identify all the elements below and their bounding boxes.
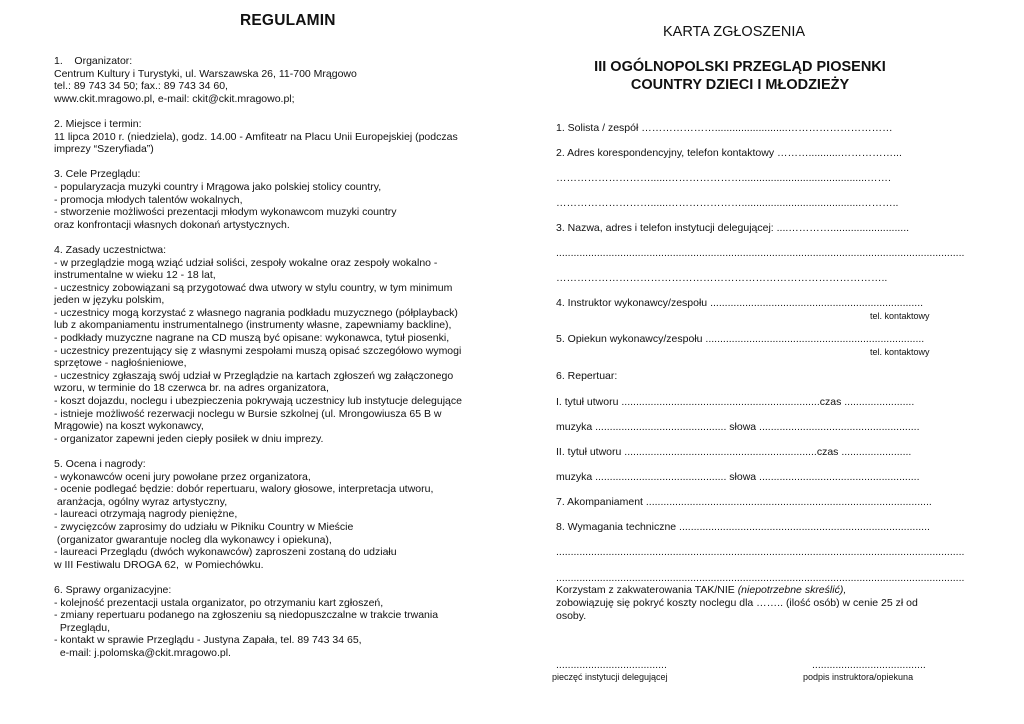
signature-line-right[interactable]: ....................................... [812, 659, 926, 671]
regulamin-body [54, 55, 462, 660]
regulamin-line: - w przeglądzie mogą wziąć udział soliści, zespoły wokalne oraz zespoły wokalno - [54, 256, 438, 269]
regulamin-line: - uczestnicy prezentujący się z własnymi zespołami muszą opisać szczegółowo wymogi [54, 344, 462, 357]
regulamin-line: instrumentalne w wieku 12 - 18 lat, [54, 269, 216, 282]
regulamin-line: jeden w języku polskim, [54, 294, 165, 307]
regulamin-line: e-mail: j.polomska@ckit.mragowo.pl. [54, 646, 231, 659]
event-heading [560, 58, 920, 94]
field-opiekun[interactable]: 5. Opiekun wykonawcy/zespołu ........................................................................... [556, 333, 925, 345]
accommodation-line1 [556, 584, 846, 597]
field-solista[interactable]: 1. Solista / zespół ………………….........................………………………… [556, 122, 893, 134]
regulamin-line: imprezy “Szeryfiada”) [54, 143, 154, 156]
regulamin-line: 5. Ocena i nagrody: [54, 458, 146, 470]
regulamin-line: - uczestnicy zgłaszają swój udział w Przeglądzie na kartach zgłoszeń wg załączonego [54, 369, 454, 382]
signature-line-left[interactable]: ...................................... [556, 659, 667, 671]
regulamin-line: - laureaci Przeglądu (dwóch wykonawców) zaproszeni zostaną do udziału [54, 546, 397, 559]
regulamin-line: - stworzenie możliwości prezentacji młodym wykonawcom muzyki country [54, 206, 397, 219]
field-instruktor[interactable]: 4. Instruktor wykonawcy/zespołu ......................................................................... [556, 297, 924, 309]
regulamin-line: - koszt dojazdu, noclegu i ubezpieczenia pokrywają uczestnicy lub instytucje delegujące [54, 395, 462, 408]
field-tytul-1[interactable]: I. tytuł utworu ....................................................................czas ........................ [556, 396, 915, 408]
regulamin-line: - kolejność prezentacji ustala organizator, po otrzymaniu kart zgłoszeń, [54, 596, 384, 609]
field-instytucja-line3[interactable]: ………………………………………………………………………………….. [556, 272, 888, 284]
field-wymagania-line2[interactable]: ............................................................................................................................................ [556, 546, 965, 558]
regulamin-line: lub z akompaniamentu instrumentalnego (instrumenty własne, zapewniamy backline), [54, 319, 452, 332]
regulamin-line: sprzętowe - nagłośnieniowe, [54, 357, 187, 370]
regulamin-line: (organizator gwarantuje nocleg dla wykonawcy i opiekuna), [54, 533, 332, 546]
regulamin-line: - podkłady muzyczne nagrane na CD muszą być opisane: wykonawca, tytuł piosenki, [54, 332, 450, 345]
regulamin-line: oraz konfrontacji własnych dokonań artystycznych. [54, 218, 290, 231]
field-muzyka-1[interactable]: muzyka ............................................. słowa ....................................................... [556, 421, 920, 433]
accommodation-line3: osoby. [556, 610, 587, 622]
regulamin-line: - organizator zapewni jeden ciepły posiłek w dniu imprezy. [54, 432, 324, 445]
field-muzyka-2[interactable]: muzyka ............................................. słowa ....................................................... [556, 471, 920, 483]
field-adres-line2[interactable]: ………………………......…………………...........................................……. [556, 172, 891, 184]
regulamin-line: 2. Miejsce i termin: [54, 117, 142, 130]
regulamin-line: 1. Organizator: [54, 55, 133, 67]
tel-kontaktowy-label-2: tel. kontaktowy [870, 347, 930, 357]
accommodation-line2: zobowiązuję się pokryć koszty noclegu dla …….. (ilość osób) w cenie 25 zł od [556, 597, 918, 609]
regulamin-line: Mrągowie) na koszt wykonawcy, [54, 420, 204, 433]
regulamin-line: - kontakt w sprawie Przeglądu - Justyna Zapała, tel. 89 743 34 65, [54, 634, 362, 647]
regulamin-line: w III Festiwalu DROGA 62, w Pomiechówku. [54, 558, 264, 571]
field-tytul-2[interactable]: II. tytuł utworu ..................................................................czas ........................ [556, 446, 912, 458]
field-adres[interactable]: 2. Adres korespondencyjny, telefon kontaktowy ………...........……………... [556, 147, 902, 159]
regulamin-line: 4. Zasady uczestnictwa: [54, 243, 167, 256]
regulamin-line: aranżacja, ogólny wyraz artystyczny, [54, 495, 228, 508]
regulamin-line: - zmiany repertuaru podanego na zgłoszeniu są niedopuszczalne w trakcie trwania [54, 609, 439, 622]
tel-kontaktowy-label: tel. kontaktowy [870, 311, 930, 321]
regulamin-line: 3. Cele Przeglądu: [54, 168, 141, 181]
field-akompaniament[interactable]: 7. Akompaniament .................................................................................................. [556, 496, 932, 508]
form-title: KARTA ZGŁOSZENIA [663, 24, 806, 40]
spacer-line [54, 445, 462, 458]
field-adres-line3[interactable]: ………………………......………………….........................................……….. [556, 197, 899, 209]
spacer-line [54, 156, 462, 169]
regulamin-line: - ocenie podlegać będzie: dobór repertuaru, walory głosowe, interpretacja utworu, [54, 483, 434, 496]
regulamin-line: - promocja młodych talentów wokalnych, [54, 193, 243, 206]
signature-label-left: pieczęć instytucji delegującej [552, 672, 668, 682]
spacer-line [54, 571, 462, 584]
regulamin-line: 11 lipca 2010 r. (niedziela), godz. 14.00 - Amfiteatr na Placu Unii Europejskiej (podczas [54, 130, 458, 143]
regulamin-title: REGULAMIN [240, 12, 336, 29]
spacer-line [54, 231, 462, 244]
regulamin-line: - uczestnicy zobowiązani są przygotować dwa utwory w stylu country, w tym minimum [54, 281, 453, 294]
accommodation-text: Korzystam z zakwaterowania TAK/NIE [556, 584, 738, 596]
regulamin-line: wzoru, w terminie do 18 czerwca br. na adres organizatora, [54, 382, 329, 395]
field-instytucja-line2[interactable]: ............................................................................................................................................ [556, 247, 965, 259]
regulamin-line: - zwycięzców zaprosimy do udziału w Pikniku Country w Mieście [54, 520, 354, 533]
regulamin-line: Centrum Kultury i Turystyki, ul. Warszawska 26, 11-700 Mrągowo [54, 67, 357, 80]
signature-label-right: podpis instruktora/opiekuna [803, 672, 914, 682]
field-instytucja[interactable]: 3. Nazwa, adres i telefon instytucji delegującej: ....…………........................... [556, 222, 910, 234]
regulamin-line: - uczestnicy mogą korzystać z własnego nagrania podkładu muzycznego (półplayback) [54, 306, 458, 319]
regulamin-line: - istnieje możliwość rezerwacji noclegu w Bursie szkolnej (ul. Mrongowiusza 65 B w [54, 407, 442, 420]
event-heading-line1: III OGÓLNOPOLSKI PRZEGLĄD PIOSENKI [594, 59, 886, 75]
regulamin-line: tel.: 89 743 34 50; fax.: 89 743 34 60, [54, 80, 228, 93]
regulamin-line: - popularyzacja muzyki country i Mrągowa jako polskiej stolicy country, [54, 180, 382, 193]
accommodation-note: (niepotrzebne skreślić), [737, 584, 847, 596]
regulamin-line: www.ckit.mragowo.pl, e-mail: ckit@ckit.mragowo.pl; [54, 92, 295, 105]
regulamin-line: Przeglądu, [54, 621, 111, 634]
field-wymagania[interactable]: 8. Wymagania techniczne ...................................................................................... [556, 521, 930, 533]
regulamin-line: - wykonawców oceni jury powołane przez organizatora, [54, 470, 311, 483]
regulamin-line: 6. Sprawy organizacyjne: [54, 583, 172, 596]
spacer-line [54, 105, 462, 118]
regulamin-line: - laureaci otrzymają nagrody pieniężne, [54, 508, 238, 521]
field-wymagania-line3[interactable]: ............................................................................................................................................ [556, 572, 965, 584]
repertuar-label: 6. Repertuar: [556, 370, 618, 382]
event-heading-line2: COUNTRY DZIECI I MŁODZIEŻY [630, 77, 850, 93]
